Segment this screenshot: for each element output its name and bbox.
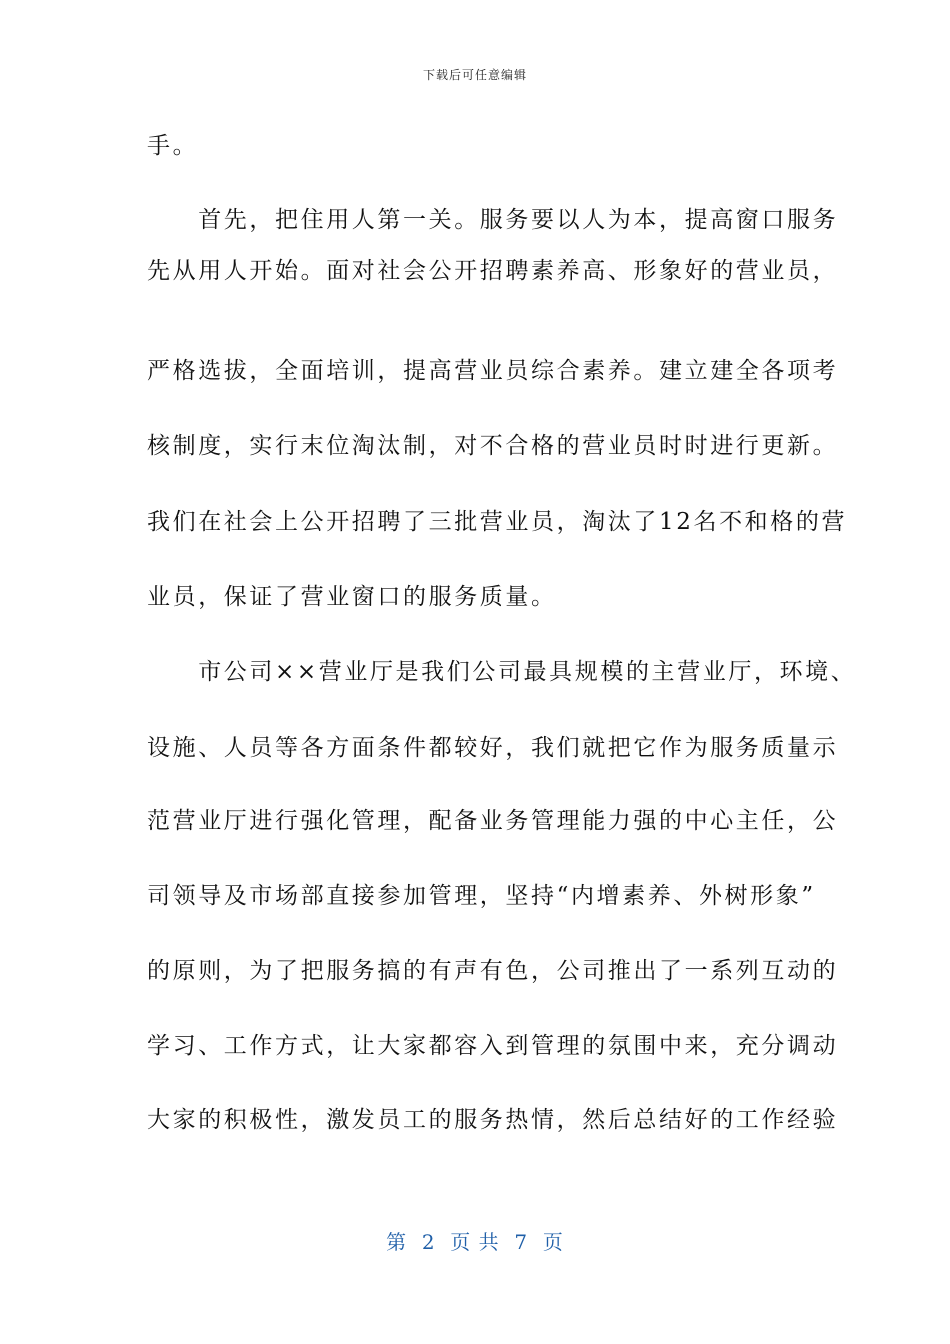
body-line: 我们在社会上公开招聘了三批营业员，淘汰了12名不和格的营	[147, 509, 848, 535]
body-line: 设施、人员等各方面条件都较好，我们就把它作为服务质量示	[147, 735, 839, 761]
body-line: 市公司××营业厅是我们公司最具规模的主营业厅，环境、	[147, 659, 857, 685]
header-note: 下载后可任意编辑	[422, 68, 527, 82]
body-line: 司领导及市场部直接参加管理，坚持“内增素养、外树形象”	[147, 883, 816, 909]
body-line: 的原则，为了把服务搞的有声有色，公司推出了一系列互动的	[147, 958, 839, 984]
body-line: 业员，保证了营业窗口的服务质量。	[147, 584, 557, 610]
body-line: 首先，把住用人第一关。服务要以人为本，提高窗口服务	[147, 207, 839, 233]
body-line: 大家的积极性，激发员工的服务热情，然后总结好的工作经验	[147, 1107, 839, 1133]
body-line: 手。	[147, 133, 199, 159]
page-indicator: 第 2 页 共 7 页	[386, 1230, 564, 1254]
body-line: 核制度，实行末位淘汰制，对不合格的营业员时时进行更新。	[147, 433, 839, 459]
body-line: 学习、工作方式，让大家都容入到管理的氛围中来，充分调动	[147, 1033, 839, 1059]
body-line: 先从用人开始。面对社会公开招聘素养高、形象好的营业员，	[147, 258, 839, 284]
body-line: 严格选拔，全面培训，提高营业员综合素养。建立建全各项考	[147, 358, 839, 384]
body-line: 范营业厅进行强化管理，配备业务管理能力强的中心主任，公	[147, 808, 839, 834]
